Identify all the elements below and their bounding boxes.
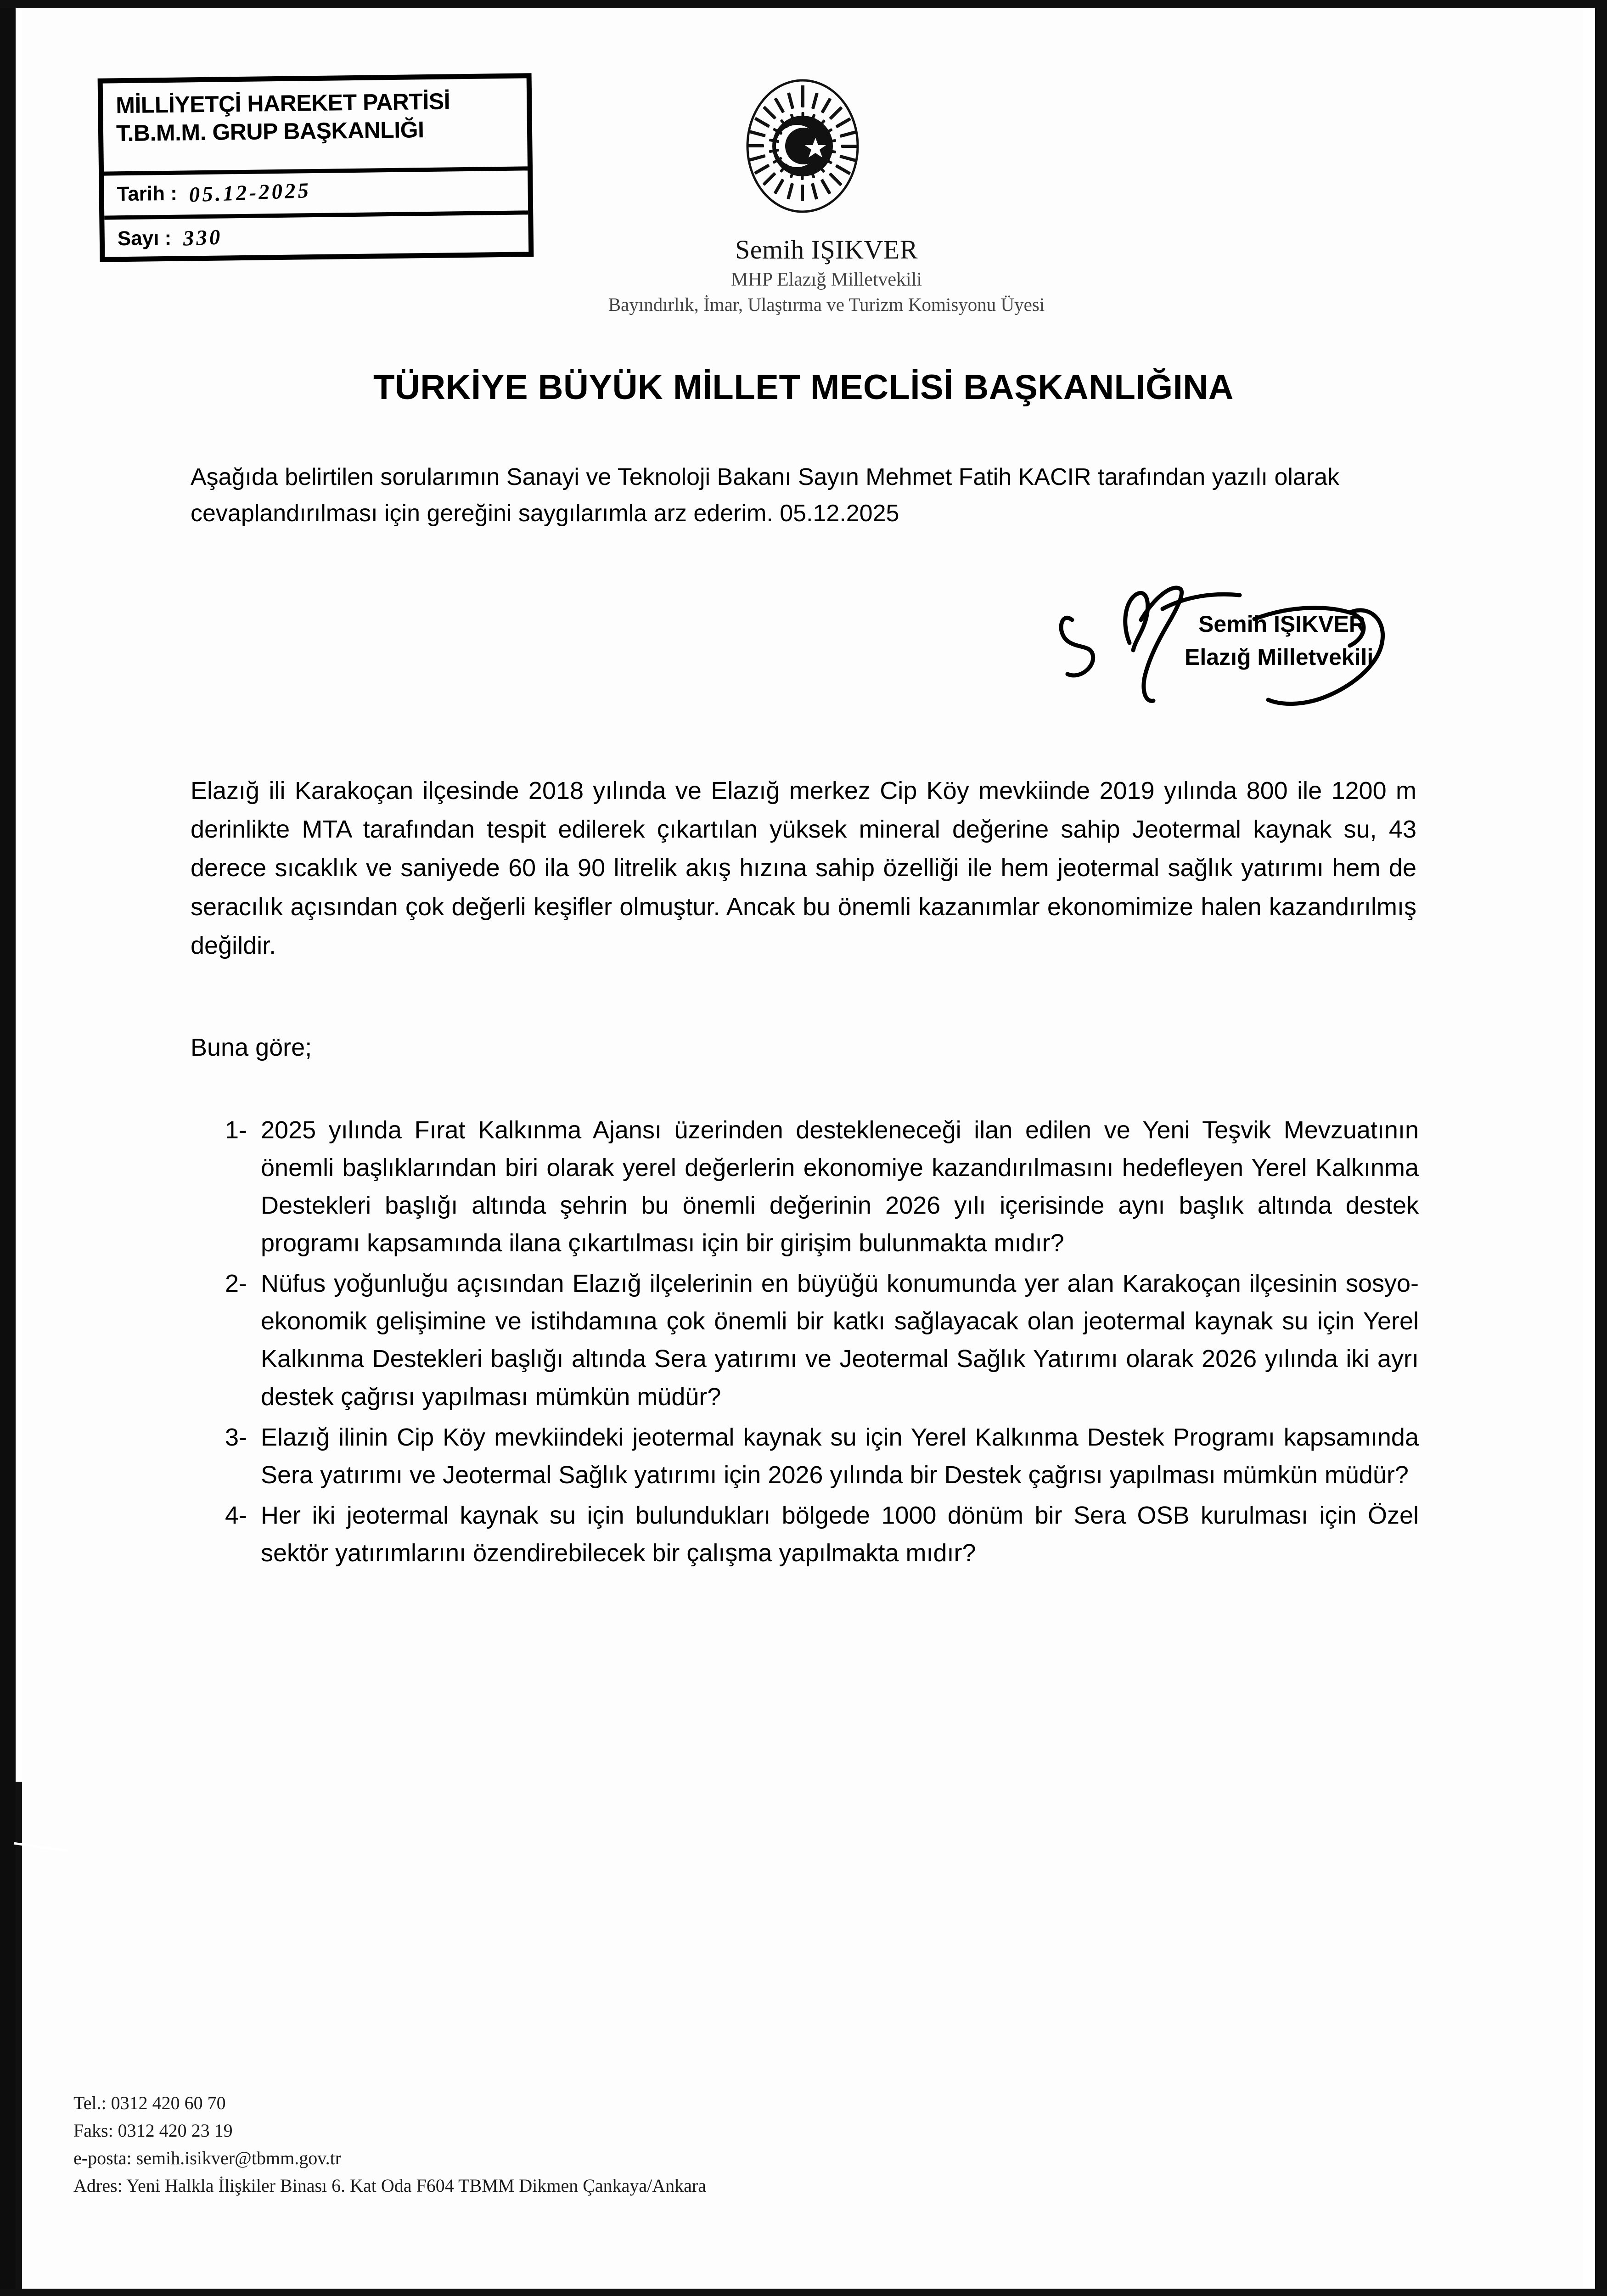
stamp-org-line-2: T.B.M.M. GRUP BAŞKANLIĞI [116,117,424,146]
contact-footer [73,2089,1175,2200]
intro-paragraph: Aşağıda belirtilen sorularımın Sanayi ve Teknoloji Bakanı Sayın Mehmet Fatih KACIR tarafından yazılı olarak cevaplandırılması için gereğini saygılarımla arz ederim. 05.12.2025 [191,464,1340,527]
stamp-date-row [104,168,528,215]
signature-name: Semih IŞIKVER [1198,611,1365,637]
member-name: Semih IŞIKVER [735,235,918,264]
question-number: 3- [225,1423,247,1451]
scan-edge-top [0,0,1607,8]
question-text: Nüfus yoğunluğu açısından Elazığ ilçelerinin en büyüğü konumunda yer alan Karakoçan ilçesinin sosyo-ekonomik gelişimine ve istihdamına çok önemli bir katkı sağlayacak olan jeotermal kaynak su için Yerel Kalkınma Destekleri başlığı altında Sera yatırımı ve Jeotermal Sağlık Yatırımı olarak 2026 yılında iki ayrı destek çağrısı yapılması mümkün müdür? [261,1270,1419,1411]
question-text: Her iki jeotermal kaynak su için bulundukları bölgede 1000 dönüm bir Sera OSB kurulması için Özel sektör yatırımlarını özendirebilecek bir çalışma yapılmakta mıdır? [261,1501,1419,1567]
member-committee: Bayındırlık, İmar, Ulaştırma ve Turizm Komisyonu Üyesi [608,294,1045,315]
scan-edge-bottom [0,2289,1607,2296]
question-number: 1- [225,1116,247,1144]
tbmm-emblem-logo [738,77,867,215]
stamp-org-block [103,78,528,171]
signature-role: Elazığ Milletvekili [1185,644,1374,670]
member-role: MHP Elazığ Milletvekili [730,269,922,290]
question-text: 2025 yılında Fırat Kalkınma Ajansı üzerinden destekleneceği ilan edilen ve Yeni Teşvik Mevzuatının önemli başlıklarından biri olarak yerel değerlerin ekonomiye kazandırılmasını hedefleyen Yerel Kalkınma Destekleri başlığı altında şehrin bu önemli değerinin 2026 yılı içerisinde aynı başlık altında destek programı kapsamında ilana çıkartılması için bir girişim bulunmakta mıdır? [261,1116,1419,1257]
handwritten-signature-icon [1047,565,1497,716]
footer-fax: Faks: 0312 420 23 19 [73,2120,233,2141]
scan-edge-right [1595,0,1607,2296]
question-number: 4- [225,1501,247,1529]
list-item [225,1111,1419,1262]
question-number: 2- [225,1270,247,1298]
stamp-date-value: 05.12-2025 [188,178,312,207]
stamp-org-line-1: MİLLİYETÇİ HAREKET PARTİSİ [115,88,450,118]
signature-area [1047,565,1497,716]
scan-edge-left [0,0,16,2296]
stamp-number-label: Sayı : [117,226,172,250]
list-item [225,1418,1419,1494]
scan-edge-left-lower [16,1782,22,2296]
stamp-number-value: 330 [183,225,223,251]
list-item [225,1497,1419,1572]
stamp-date-label: Tarih : [117,182,178,206]
emblem-rays [738,77,867,215]
footer-email: e-posta: semih.isikver@tbmm.gov.tr [73,2148,342,2168]
list-item [225,1265,1419,1415]
lead-in-text: Buna göre; [191,1034,312,1061]
footer-address: Adres: Yeni Halkla İlişkiler Binası 6. Kat Oda F604 TBMM Dikmen Çankaya/Ankara [73,2175,706,2196]
page-title: TÜRKİYE BÜYÜK MİLLET MECLİSİ BAŞKANLIĞINA [373,368,1234,407]
question-list [225,1111,1419,1575]
question-text: Elazığ ilinin Cip Köy mevkiindeki jeotermal kaynak su için Yerel Kalkınma Destek Programı kapsamında Sera yatırımı ve Jeotermal Sağlık yatırımı için 2026 yılında bir Destek çağrısı yapılması mümkün müdür? [261,1423,1419,1489]
body-paragraph: Elazığ ili Karakoçan ilçesinde 2018 yılında ve Elazığ merkez Cip Köy mevkiinde 2019 yılında 800 ile 1200 m derinlikte MTA tarafından tespit edilerek çıkartılan yüksek mineral değerine sahip Jeotermal kaynak su, 43 derece sıcaklık ve saniyede 60 ila 90 litrelik akış hızına sahip özelliği ile hem jeotermal sağlık yatırımı hem de seracılık açısından çok değerli keşifler olmuştur. Ancak bu önemli kazanımlar ekonomimize halen kazandırılmış değildir. [191,777,1416,959]
footer-tel: Tel.: 0312 420 60 70 [73,2093,226,2113]
member-identity-block [413,234,1240,315]
